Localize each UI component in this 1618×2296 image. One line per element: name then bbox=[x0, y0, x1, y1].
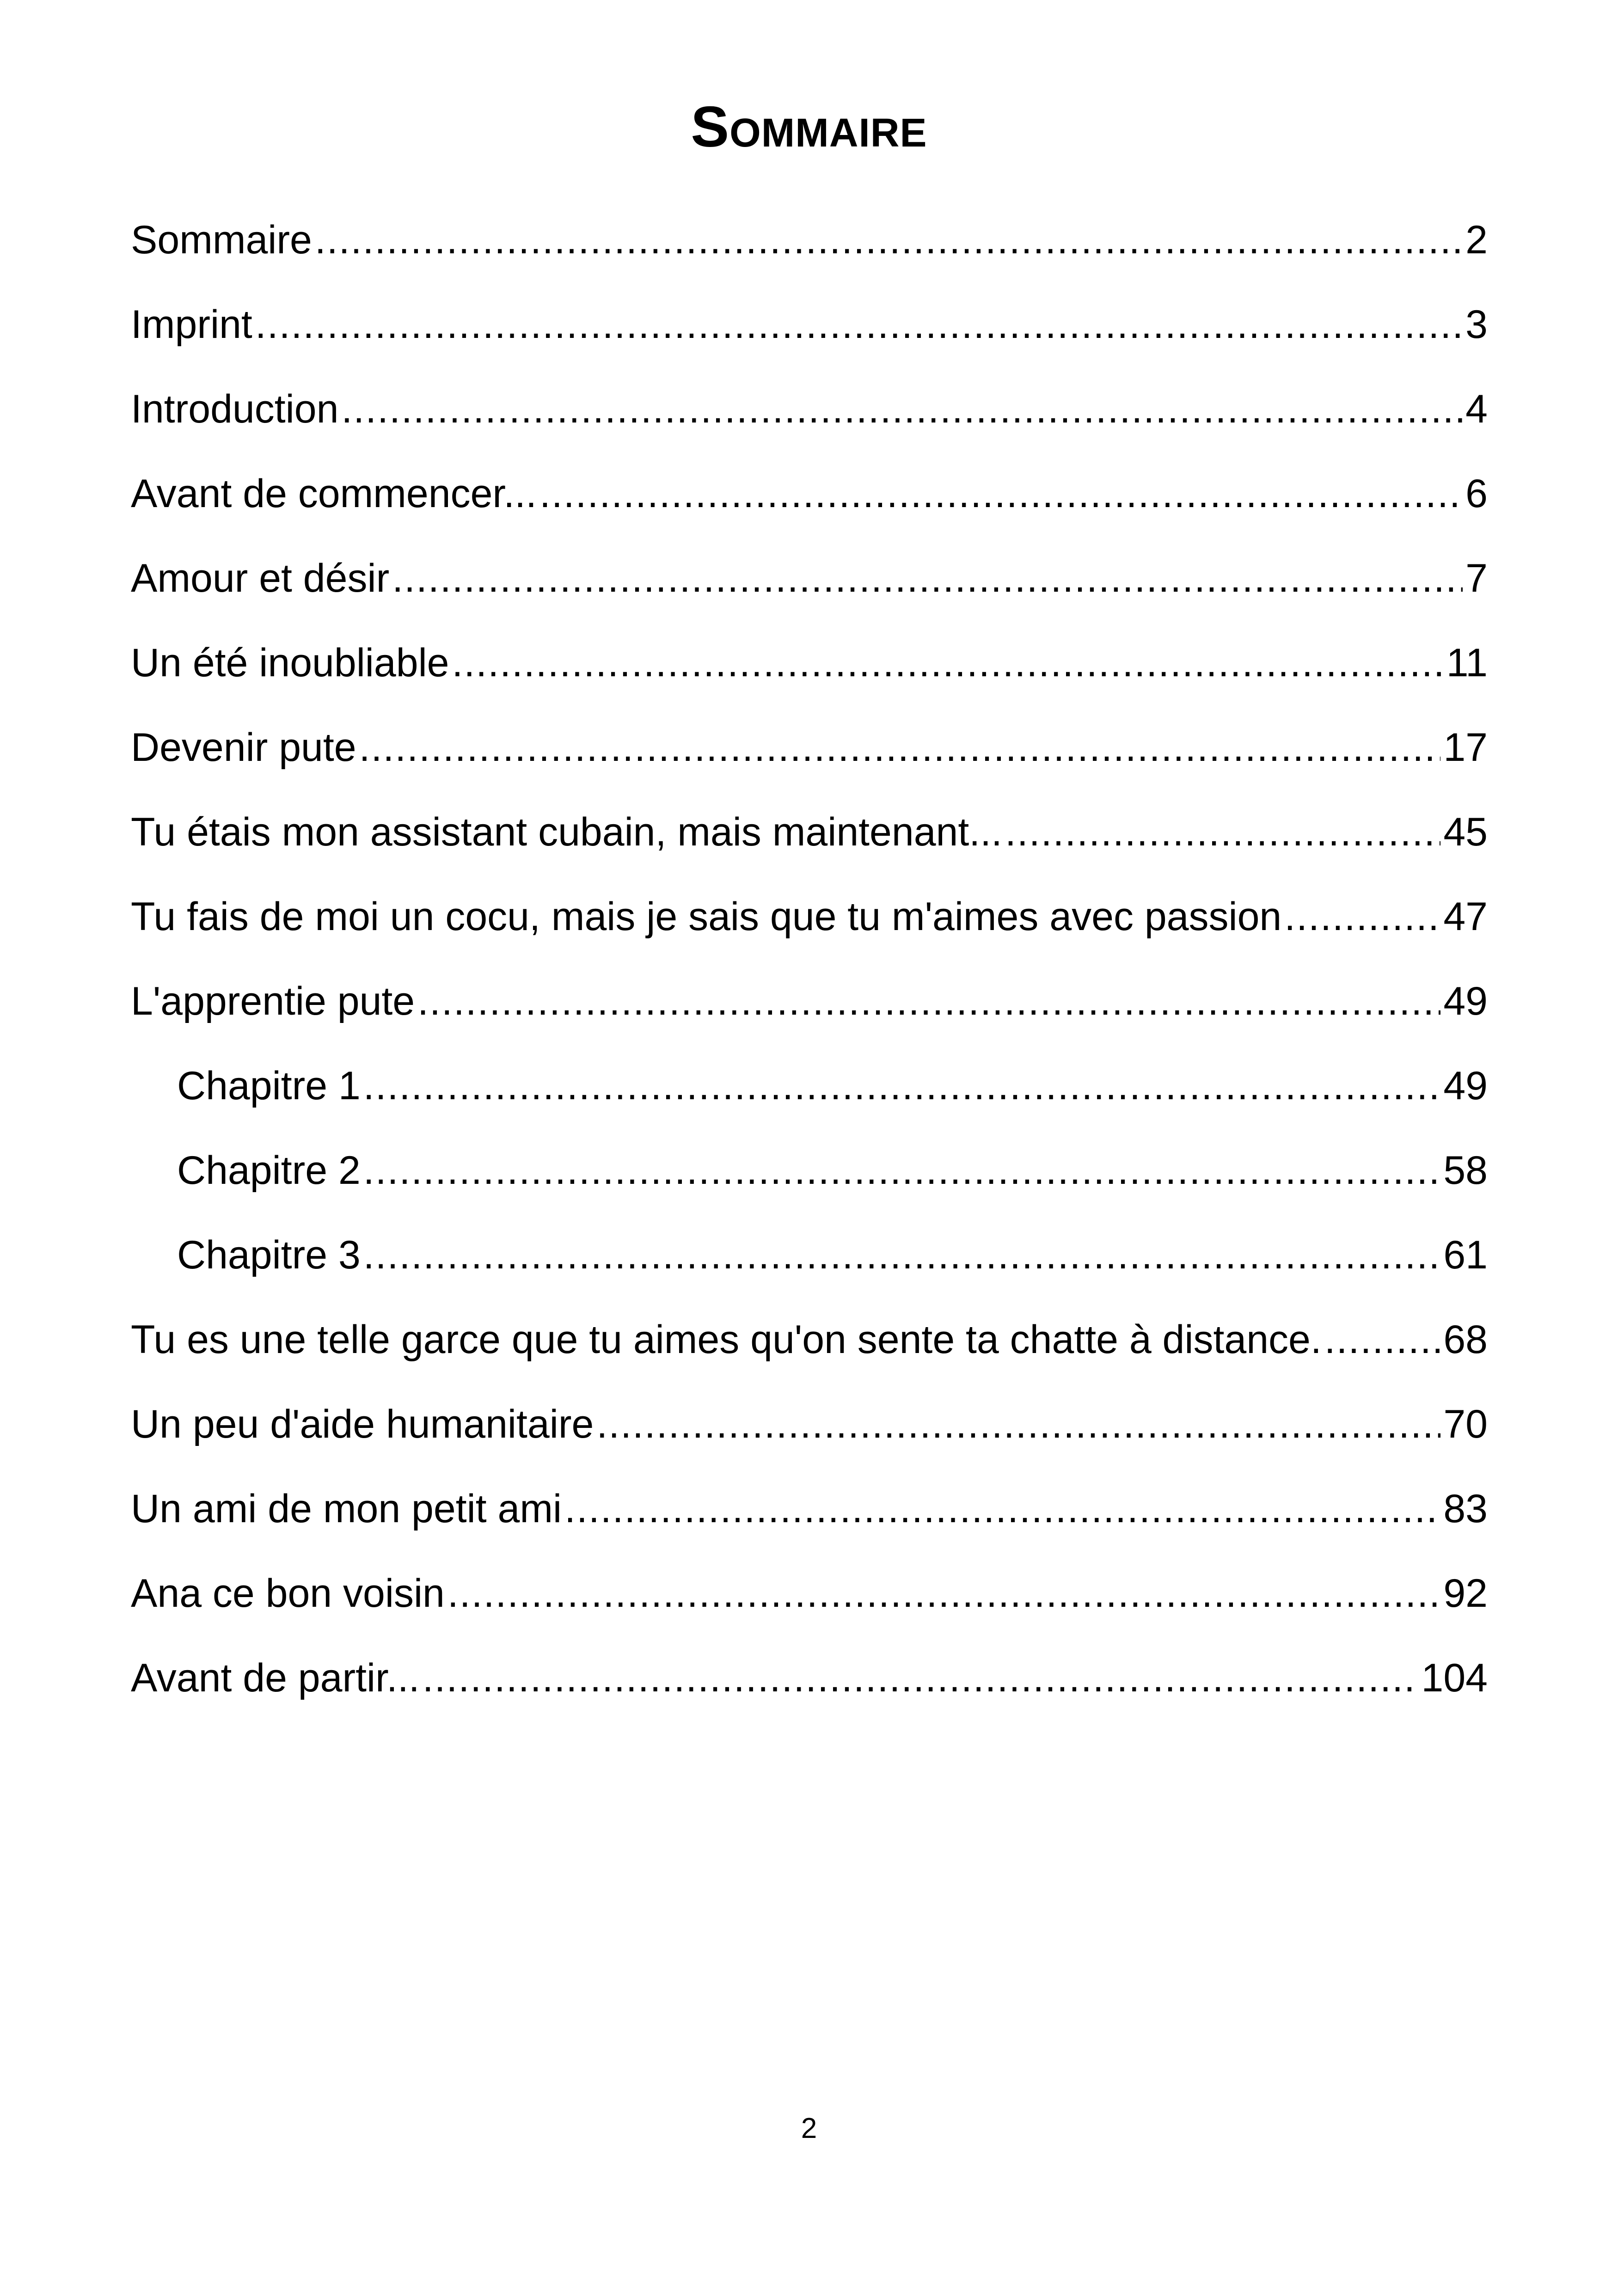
toc-entry-label: L'apprentie pute bbox=[131, 979, 415, 1023]
toc-dot-leader bbox=[596, 1382, 1440, 1467]
toc-entry-page: 68 bbox=[1443, 1317, 1488, 1362]
toc-dot-leader bbox=[392, 536, 1463, 621]
toc-entry-label: Amour et désir bbox=[131, 556, 390, 600]
toc-entry-page: 6 bbox=[1465, 471, 1488, 516]
toc-dot-leader bbox=[315, 198, 1463, 282]
toc-entry-amour-et-desir[interactable] bbox=[131, 536, 1488, 621]
toc-entry-label: Tu fais de moi un cocu, mais je sais que tu m'aimes avec passion bbox=[131, 894, 1282, 939]
toc-entry-chapitre-3[interactable] bbox=[131, 1213, 1488, 1298]
toc-dot-leader bbox=[363, 1128, 1441, 1213]
toc-entry-page: 70 bbox=[1443, 1402, 1488, 1446]
toc-entry-page: 2 bbox=[1465, 218, 1488, 262]
toc-entry-page: 92 bbox=[1443, 1571, 1488, 1616]
toc-dot-leader bbox=[417, 959, 1440, 1044]
toc-entry-label: Avant de commencer... bbox=[131, 471, 537, 516]
toc-entry-page: 58 bbox=[1443, 1148, 1488, 1193]
toc-entry-label: Devenir pute bbox=[131, 725, 356, 770]
toc-entry-page: 11 bbox=[1446, 641, 1488, 685]
toc-entry-label: Chapitre 1 bbox=[177, 1064, 361, 1108]
toc-entry-page: 7 bbox=[1465, 556, 1488, 600]
toc-dot-leader bbox=[447, 1551, 1440, 1636]
toc-entry-page: 61 bbox=[1443, 1233, 1488, 1277]
toc-entry-telle-garce[interactable] bbox=[131, 1298, 1488, 1382]
toc-dot-leader bbox=[363, 1044, 1441, 1128]
toc-entry-label: Un ami de mon petit ami bbox=[131, 1487, 562, 1531]
table-of-contents bbox=[131, 198, 1488, 1720]
toc-entry-page: 45 bbox=[1443, 810, 1488, 854]
toc-dot-leader bbox=[423, 1636, 1419, 1720]
page-title: Sommaire bbox=[691, 95, 927, 159]
toc-entry-label: Sommaire bbox=[131, 218, 312, 262]
toc-entry-label: Un peu d'aide humanitaire bbox=[131, 1402, 594, 1446]
toc-entry-imprint[interactable] bbox=[131, 282, 1488, 367]
toc-dot-leader bbox=[255, 282, 1463, 367]
toc-entry-introduction[interactable] bbox=[131, 367, 1488, 452]
toc-entry-ami-petit-ami[interactable] bbox=[131, 1467, 1488, 1551]
toc-entry-cocu[interactable] bbox=[131, 875, 1488, 959]
toc-entry-label: Tu étais mon assistant cubain, mais maintenant... bbox=[131, 810, 1002, 854]
toc-entry-un-ete-inoubliable[interactable] bbox=[131, 621, 1488, 705]
toc-entry-page: 49 bbox=[1443, 1064, 1488, 1108]
toc-entry-assistant-cubain[interactable] bbox=[131, 790, 1488, 875]
toc-entry-devenir-pute[interactable] bbox=[131, 705, 1488, 790]
toc-dot-leader bbox=[1284, 875, 1440, 959]
toc-entry-apprentie-pute[interactable] bbox=[131, 959, 1488, 1044]
toc-entry-chapitre-1[interactable] bbox=[131, 1044, 1488, 1128]
toc-entry-page: 49 bbox=[1443, 979, 1488, 1023]
toc-dot-leader bbox=[1005, 790, 1440, 875]
toc-entry-bon-voisin[interactable] bbox=[131, 1551, 1488, 1636]
toc-entry-page: 83 bbox=[1443, 1487, 1488, 1531]
toc-entry-label: Tu es une telle garce que tu aimes qu'on sente ta chatte à distance. bbox=[131, 1317, 1322, 1362]
toc-dot-leader bbox=[1324, 1298, 1441, 1382]
toc-entry-aide-humanitaire[interactable] bbox=[131, 1382, 1488, 1467]
toc-entry-chapitre-2[interactable] bbox=[131, 1128, 1488, 1213]
toc-entry-label: Ana ce bon voisin bbox=[131, 1571, 445, 1616]
toc-dot-leader bbox=[452, 621, 1444, 705]
toc-entry-page: 4 bbox=[1465, 387, 1488, 431]
page-number: 2 bbox=[801, 2112, 817, 2144]
toc-entry-sommaire[interactable] bbox=[131, 198, 1488, 282]
toc-entry-page: 17 bbox=[1443, 725, 1488, 770]
toc-entry-label: Imprint bbox=[131, 302, 252, 347]
toc-entry-label: Un été inoubliable bbox=[131, 641, 449, 685]
toc-entry-label: Chapitre 2 bbox=[177, 1148, 361, 1193]
toc-entry-label: Avant de partir... bbox=[131, 1656, 420, 1700]
toc-dot-leader bbox=[363, 1213, 1441, 1298]
toc-entry-label: Chapitre 3 bbox=[177, 1233, 361, 1277]
toc-dot-leader bbox=[359, 705, 1441, 790]
toc-entry-page: 3 bbox=[1465, 302, 1488, 347]
toc-dot-leader bbox=[539, 452, 1463, 536]
toc-dot-leader bbox=[564, 1467, 1440, 1551]
toc-dot-leader bbox=[341, 367, 1463, 452]
toc-entry-avant-de-partir[interactable] bbox=[131, 1636, 1488, 1720]
toc-entry-avant-de-commencer[interactable] bbox=[131, 452, 1488, 536]
toc-entry-page: 104 bbox=[1421, 1656, 1488, 1700]
toc-entry-page: 47 bbox=[1443, 894, 1488, 939]
toc-entry-label: Introduction bbox=[131, 387, 339, 431]
